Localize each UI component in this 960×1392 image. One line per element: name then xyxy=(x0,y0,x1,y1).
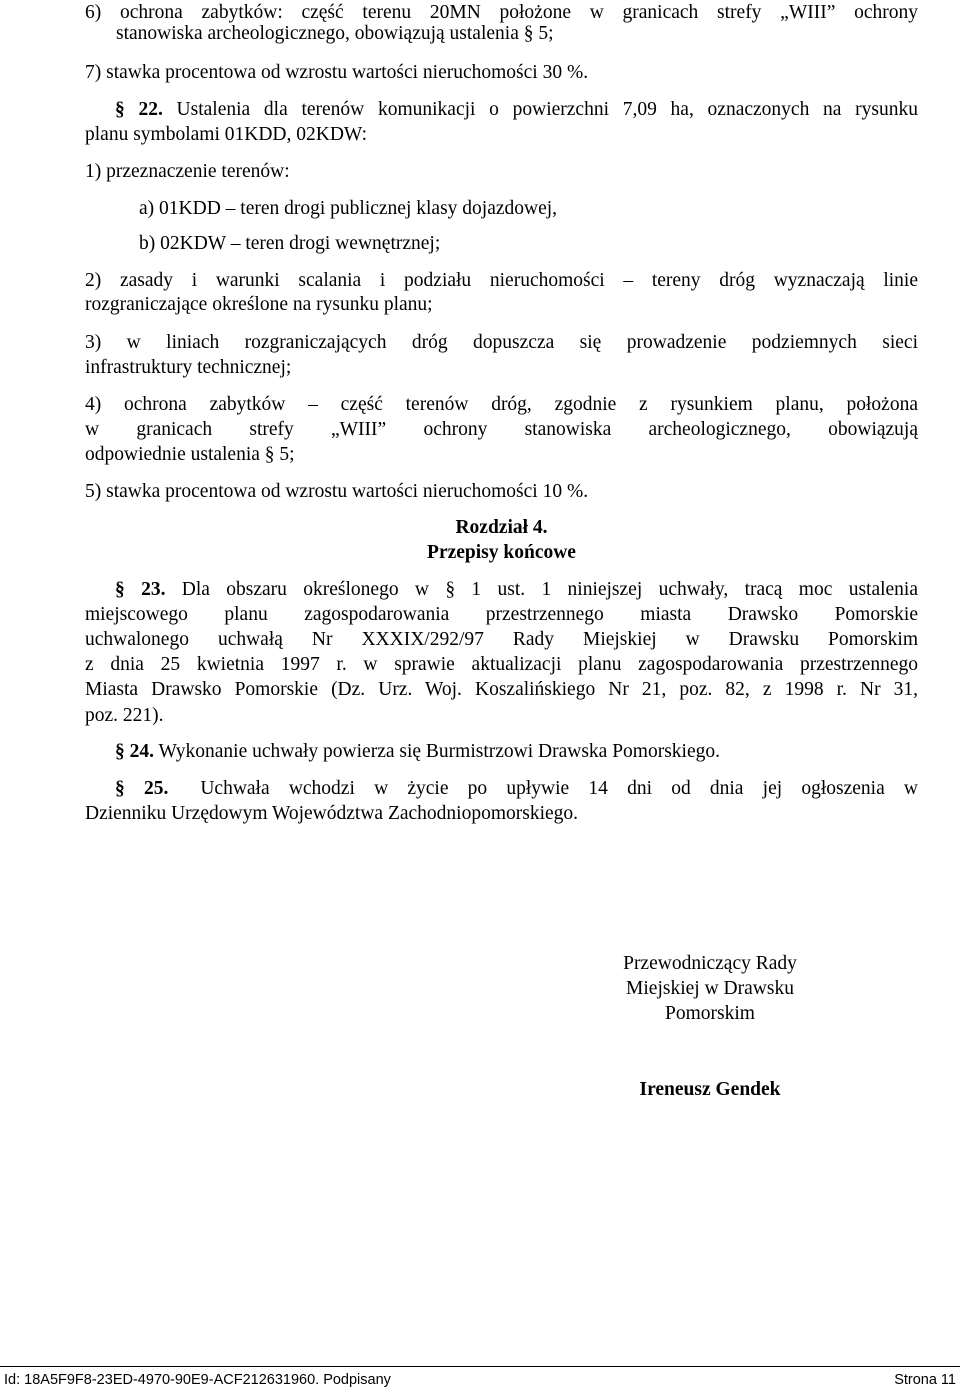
paragraph-23-line-3: uchwalonego uchwałą Nr XXXIX/292/97 Rady Miejskiej w Drawsku Pomorskim xyxy=(85,629,918,650)
paragraph-22-number: § 22. xyxy=(115,99,163,120)
paragraph-23-line-2: miejscowego planu zagospodarowania przestrzennego miasta Drawsko Pomorskie xyxy=(85,604,918,625)
paragraph-25-text: Uchwała wchodzi w życie po upływie 14 dni od dnia jej ogłoszenia w xyxy=(200,778,918,799)
paragraph-23-line-5: Miasta Drawsko Pomorskie (Dz. Urz. Woj. Koszalińskiego Nr 21, poz. 82, z 1998 r. Nr 31, xyxy=(85,679,918,700)
signature-name: Ireneusz Gendek xyxy=(639,1079,781,1100)
paragraph-23-line-6: poz. 221). xyxy=(85,705,164,726)
paragraph-23-line-4: z dnia 25 kwietnia 1997 r. w sprawie aktualizacji planu zagospodarowania przestrzennego xyxy=(85,654,918,675)
p22-item-2-line-2: rozgraniczające określone na rysunku planu; xyxy=(85,294,433,315)
p22-item-1a: a) 01KDD – teren drogi publicznej klasy dojazdowej, xyxy=(139,198,558,219)
page-footer xyxy=(0,1366,960,1391)
signature-title-2: Miejskiej w Drawsku xyxy=(626,978,794,999)
item-6-line-1: 6) ochrona zabytków: część terenu 20MN położone w granicach strefy „WIII” ochrony xyxy=(85,2,918,23)
chapter-subtitle: Przepisy końcowe xyxy=(427,542,576,563)
paragraph-24-number: § 24. xyxy=(115,741,154,762)
paragraph-22-line-2: planu symbolami 01KDD, 02KDW: xyxy=(85,124,367,145)
paragraph-22-line-1 xyxy=(85,97,918,122)
signature-title-3: Pomorskim xyxy=(665,1003,755,1024)
paragraph-24 xyxy=(85,739,918,764)
p22-item-2-line-1: 2) zasady i warunki scalania i podziału nieruchomości – tereny dróg wyznaczają linie xyxy=(85,270,918,291)
document-id: Id: 18A5F9F8-23ED-4970-90E9-ACF212631960. Podpisany xyxy=(4,1372,391,1388)
p22-item-3-line-2: infrastruktury technicznej; xyxy=(85,357,292,378)
p22-item-4-line-1: 4) ochrona zabytków – część terenów dróg, zgodnie z rysunkiem planu, położona xyxy=(85,394,918,415)
paragraph-22-text: Ustalenia dla terenów komunikacji o powierzchni 7,09 ha, oznaczonych na rysunku xyxy=(162,99,918,120)
item-7: 7) stawka procentowa od wzrostu wartości nieruchomości 30 %. xyxy=(85,62,589,83)
item-6-line-2: stanowiska archeologicznego, obowiązują ustalenia § 5; xyxy=(116,23,554,44)
p22-item-1b: b) 02KDW – teren drogi wewnętrznej; xyxy=(139,233,441,254)
paragraph-25-line-1 xyxy=(85,776,918,801)
p22-item-5: 5) stawka procentowa od wzrostu wartości nieruchomości 10 %. xyxy=(85,481,589,502)
p22-item-1: 1) przeznaczenie terenów: xyxy=(85,161,290,182)
paragraph-23-number: § 23. xyxy=(115,579,166,600)
paragraph-25-number: § 25. xyxy=(115,778,169,799)
paragraph-23-text: Dla obszaru określonego w § 1 ust. 1 niniejszej uchwały, tracą moc ustalenia xyxy=(165,579,918,600)
p22-item-4-line-2: w granicach strefy „WIII” ochrony stanowiska archeologicznego, obowiązują xyxy=(85,419,918,440)
paragraph-23-line-1 xyxy=(85,577,918,602)
chapter-title: Rozdział 4. xyxy=(455,517,548,538)
signature-title-1: Przewodniczący Rady xyxy=(623,953,797,974)
page-number: Strona 11 xyxy=(894,1372,956,1388)
p22-item-3-line-1: 3) w liniach rozgraniczających dróg dopuszcza się prowadzenie podziemnych sieci xyxy=(85,332,918,353)
paragraph-24-text: Wykonanie uchwały powierza się Burmistrzowi Drawska Pomorskiego. xyxy=(154,741,721,762)
paragraph-25-line-2: Dzienniku Urzędowym Województwa Zachodniopomorskiego. xyxy=(85,803,579,824)
p22-item-4-line-3: odpowiednie ustalenia § 5; xyxy=(85,444,295,465)
